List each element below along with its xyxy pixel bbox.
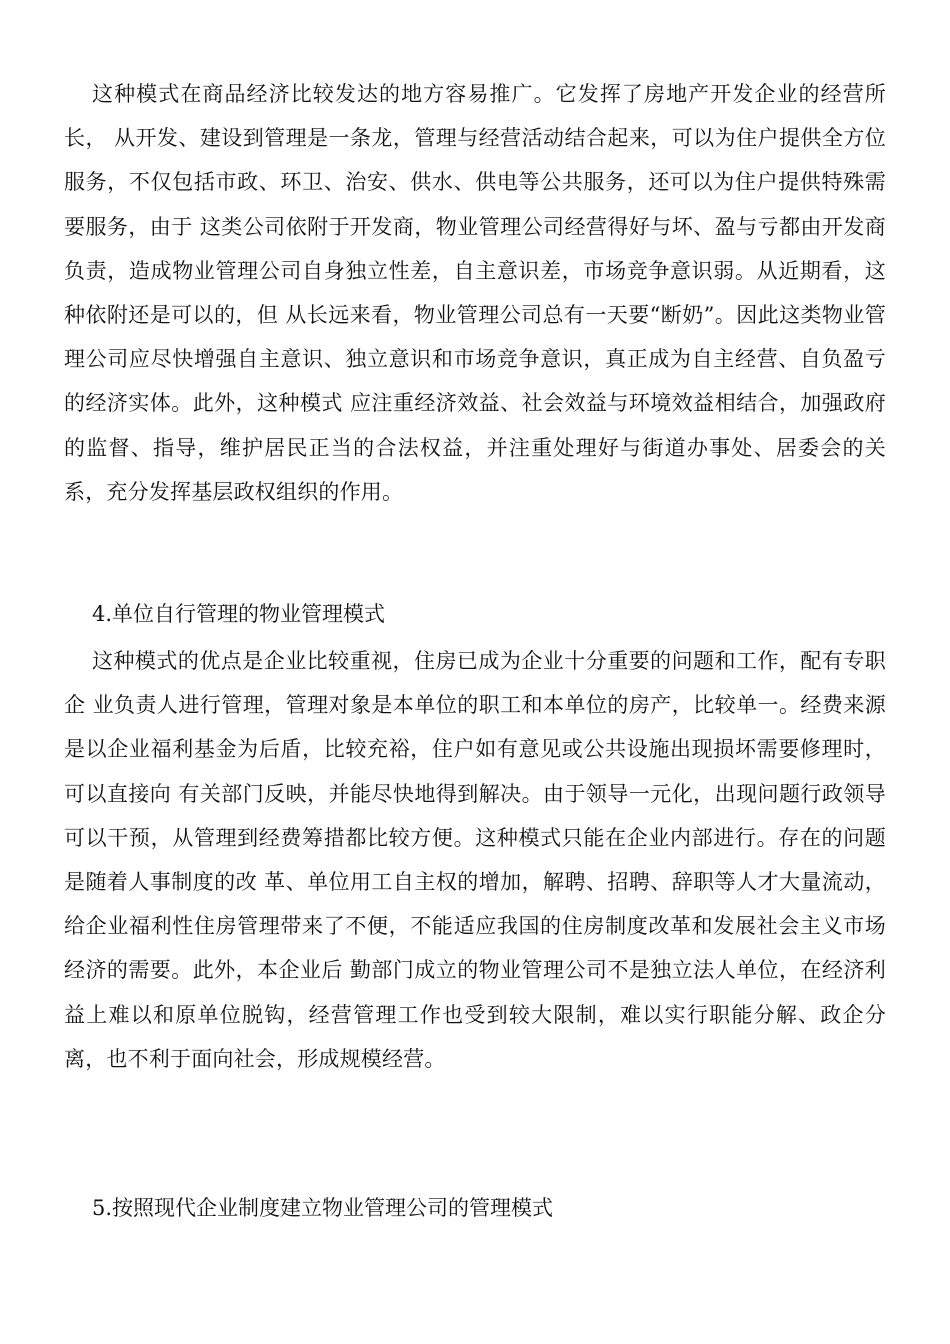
body-paragraph-self-management-model: 这种模式的优点是企业比较重视，住房已成为企业十分重要的问题和工作，配有专职企 业负责人进行管理，管理对象是本单位的职工和本单位的房产，比较单一。经费来源是以企业福利基金为后盾，比较充裕，住户如有意见或公共设施出现损坏需要修理时，可以直接向 有关部门反映，并能尽快地得到解决。由于领导一元化，出现问题行政领导可以干预，从管理到经费筹措都比较方便。这种模式只能在企业内部进行。存在的问题是随着人事制度的改 革、单位用工自主权的增加，解聘、招聘、辞职等人才大量流动，给企业福利性住房管理带来了不便，不能适应我国的住房制度改革和发展社会主义市场经济的需要。此外，本企业后 勤部门成立的物业管理公司不是独立法人单位，在经济利益上难以和原单位脱钩，经营管理工作也受到较大限制，难以实行职能分解、政企分离，也不利于面向社会，形成规模经营。 bbox=[64, 649, 886, 1071]
body-paragraph-developer-model: 这种模式在商品经济比较发达的地方容易推广。它发挥了房地产开发企业的经营所长， 从开发、建设到管理是一条龙，管理与经营活动结合起来，可以为住户提供全方位服务，不仅包括市政、环卫、治安、供水、供电等公共服务，还可以为住户提供特殊需要服务，由于 这类公司依附于开发商，物业管理公司经营得好与坏、盈与亏都由开发商负责，造成物业管理公司自身独立性差，自主意识差，市场竞争意识弱。从近期看，这种依附还是可以的，但 从长远来看，物业管理公司总有一天要“断奶”。因此这类物业管理公司应尽快增强自主意识、独立意识和市场竞争意识，真正成为自主经营、自负盈亏的经济实体。此外，这种模式 应注重经济效益、社会效益与环境效益相结合，加强政府的监督、指导，维护居民正当的合法权益，并注重处理好与街道办事处、居委会的关系，充分发挥基层政权组织的作用。 bbox=[64, 82, 886, 504]
section-heading-5: 5.按照现代企业制度建立物业管理公司的管理模式 bbox=[92, 1196, 554, 1220]
section-heading-4: 4.单位自行管理的物业管理模式 bbox=[92, 602, 386, 626]
